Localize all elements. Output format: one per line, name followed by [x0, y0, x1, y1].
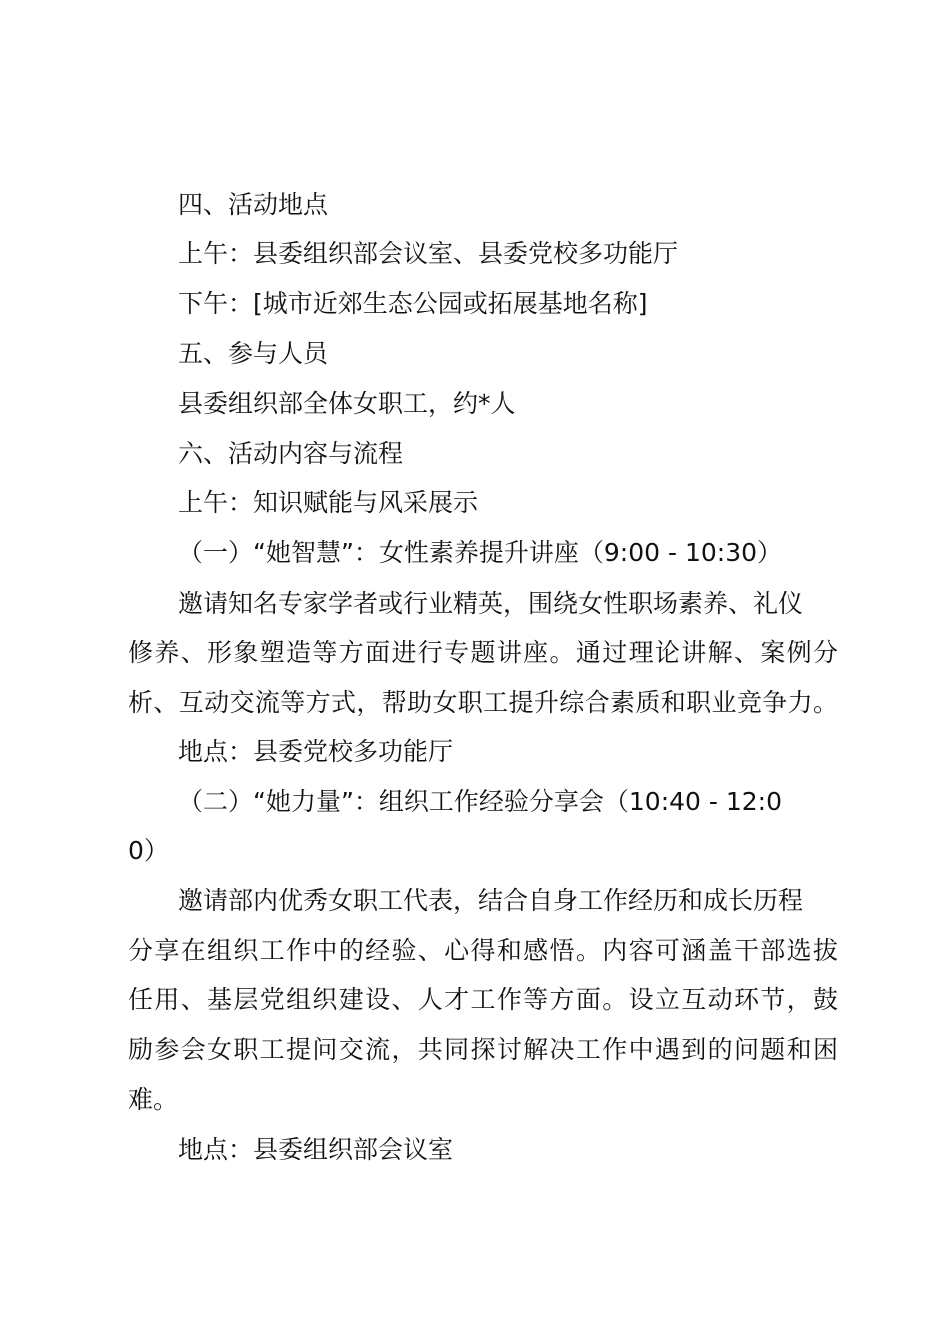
- item-one-title: （一）“她智慧”：女性素养提升讲座（9:00 - 10:30）: [178, 538, 783, 567]
- section-heading-venue: 四、活动地点: [178, 190, 329, 219]
- item-two-location: 地点：县委组织部会议室: [178, 1135, 454, 1164]
- item-two-paragraph-line-3: 任用、基层党组织建设、人才工作等方面。设立互动环节，鼓: [128, 985, 838, 1014]
- item-two-paragraph-line-4: 励参会女职工提问交流，共同探讨解决工作中遇到的问题和困: [128, 1035, 838, 1064]
- section-heading-content: 六、活动内容与流程: [178, 439, 404, 468]
- item-one-paragraph-line-1: 邀请知名专家学者或行业精英，围绕女性职场素养、礼仪: [178, 589, 804, 618]
- item-two-paragraph-line-5: 难。: [128, 1085, 179, 1114]
- participants-text: 县委组织部全体女职工，约*人: [178, 389, 516, 418]
- item-one-location: 地点：县委党校多功能厅: [178, 737, 454, 766]
- morning-theme: 上午：知识赋能与风采展示: [178, 488, 479, 517]
- item-one-paragraph-line-2: 修养、形象塑造等方面进行专题讲座。通过理论讲解、案例分: [128, 638, 838, 667]
- item-two-title-line-2: 0）: [128, 836, 169, 865]
- item-two-paragraph-line-1: 邀请部内优秀女职工代表，结合自身工作经历和成长历程: [178, 886, 804, 915]
- venue-morning: 上午：县委组织部会议室、县委党校多功能厅: [178, 239, 679, 268]
- item-two-paragraph-line-2: 分享在组织工作中的经验、心得和感悟。内容可涵盖干部选拔: [128, 936, 838, 965]
- section-heading-participants: 五、参与人员: [178, 339, 329, 368]
- item-two-title-line-1: （二）“她力量”：组织工作经验分享会（10:40 - 12:0: [178, 787, 783, 816]
- venue-afternoon: 下午：[城市近郊生态公园或拓展基地名称]: [178, 289, 648, 318]
- item-one-paragraph-line-3: 析、互动交流等方式，帮助女职工提升综合素质和职业竞争力。: [128, 688, 838, 717]
